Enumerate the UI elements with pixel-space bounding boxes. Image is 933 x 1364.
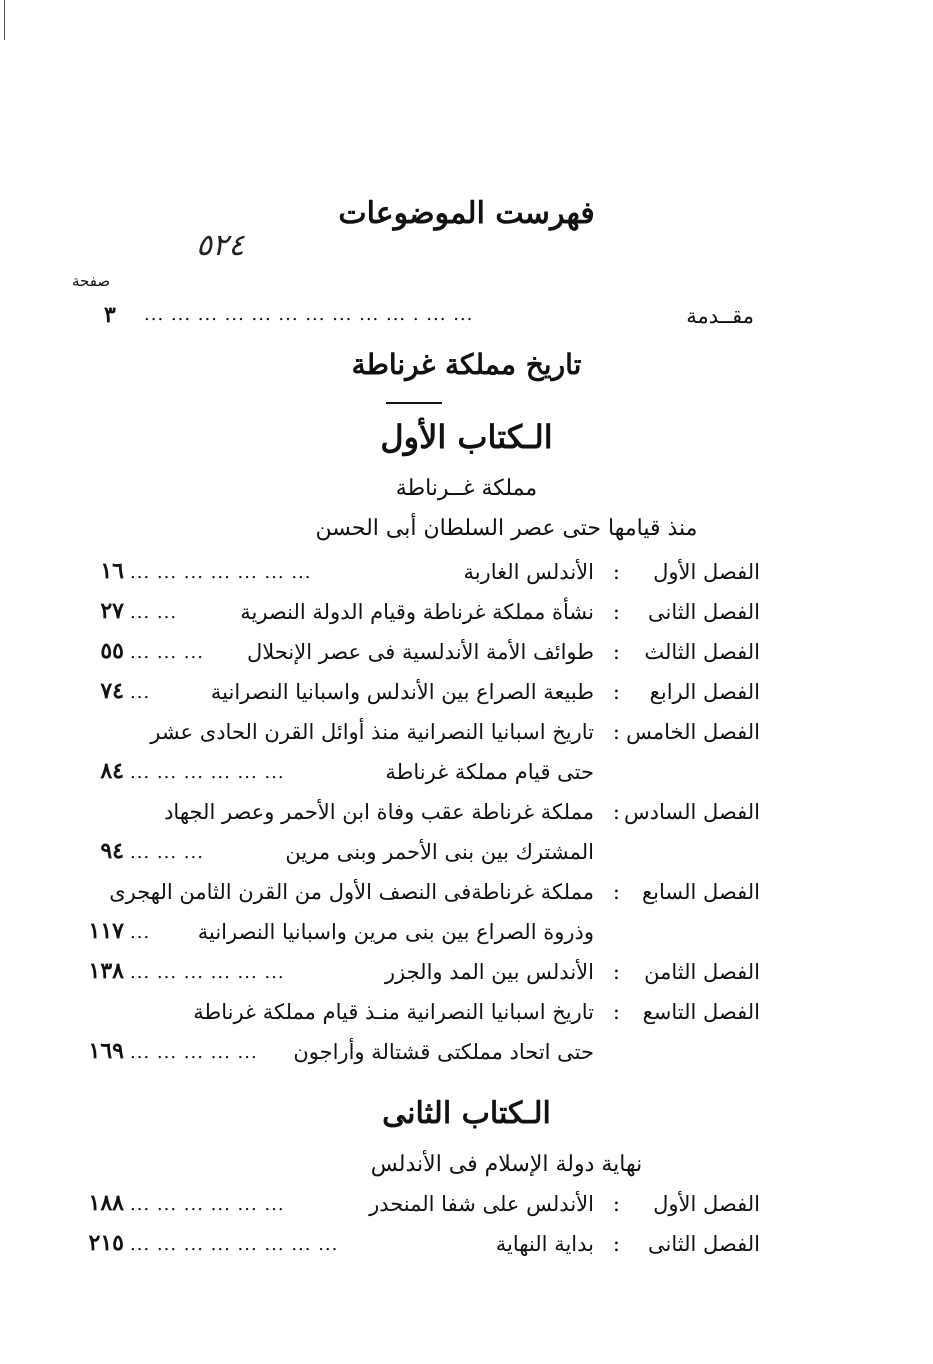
toc-row (60, 636, 760, 676)
chapter-title: بداية النهاية (495, 1232, 594, 1256)
chapter-title: حتى قيام مملكة غرناطة (385, 760, 594, 784)
chapter-title: وذروة الصراع بين بنى مرين واسبانيا النصرانية (197, 920, 594, 944)
chapter-label: الفصل الثالث (644, 640, 760, 664)
chapter-title: الأندلس الغاربة (463, 560, 594, 584)
toc-row (60, 756, 760, 796)
chapter-label: الفصل الأول (653, 560, 760, 584)
chapter-label: الفصل الثانى (648, 600, 760, 624)
page-number: ٧٤ (100, 678, 124, 704)
intro-label: مقــدمة (686, 304, 754, 328)
toc-row (60, 916, 760, 956)
chapter-label: الفصل السابع (641, 880, 760, 904)
toc-row (60, 956, 760, 996)
chapter-title: طوائف الأمة الأندلسية فى عصر الإنحلال (247, 640, 594, 664)
toc-row (60, 716, 760, 756)
page-number: ٩٤ (100, 838, 124, 864)
separator: : (612, 680, 620, 704)
book1-subtitle2: منذ قيامها حتى عصر السلطان أبى الحسن (315, 516, 698, 541)
toc-row (60, 996, 760, 1036)
leader-dots: ... (130, 682, 151, 703)
separator: : (612, 640, 620, 664)
separator: : (612, 560, 620, 584)
leader-dots: ... ... ... ... ... ... (130, 762, 285, 783)
page-number: ١٦ (100, 558, 124, 584)
scan-edge-line (4, 0, 5, 40)
chapter-label: الفصل الثامن (644, 960, 760, 984)
page-number: ٨٤ (100, 758, 124, 784)
book2-subtitle: نهاية دولة الإسلام فى الأندلس (370, 1152, 643, 1177)
chapter-title: حتى اتحاد مملكتى قشتالة وأراجون (293, 1040, 594, 1064)
chapter-title: نشأة مملكة غرناطة وقيام الدولة النصرية (240, 600, 594, 624)
leader-dots: ... ... ... (130, 842, 204, 863)
chapter-label: الفصل التاسع (642, 1000, 760, 1024)
toc-row (60, 596, 760, 636)
leader-dots: ... ... ... ... ... ... ... (130, 562, 312, 583)
page-number: ١٣٨ (88, 958, 124, 984)
chapter-title: الأندلس بين المد والجزر (384, 960, 594, 984)
separator: : (612, 1192, 620, 1216)
book2-title: الـكتاب الثانى (382, 1096, 551, 1131)
leader-dots: ... ... ... ... ... ... ... ... (130, 1234, 339, 1255)
chapter-label: الفصل الأول (653, 1192, 760, 1216)
chapter-title: تاريخ اسبانيا النصرانية منذ أوائل القرن الحادى عشر (150, 720, 594, 744)
page-number: ١١٧ (88, 918, 124, 944)
chapter-title: تاريخ اسبانيا النصرانية منـذ قيام مملكة غرناطة (193, 1000, 594, 1024)
separator: : (612, 1000, 620, 1024)
part-title: تاريخ مملكة غرناطة (351, 348, 582, 381)
chapter-label: الفصل السادس (624, 800, 760, 824)
chapter-title: طبيعة الصراع بين الأندلس واسبانيا النصرانية (210, 680, 594, 704)
intro-dots: ... ... ... ... ... ... ... ... ... ... . ... ... (144, 304, 474, 325)
page-number: ٥٥ (100, 638, 124, 664)
leader-dots: ... (130, 922, 151, 943)
toc-row (60, 676, 760, 716)
separator: : (612, 880, 620, 904)
toc-row (60, 876, 760, 916)
toc-row (60, 836, 760, 876)
intro-page: ٣ (104, 302, 116, 328)
handwritten-number: ٥٢٤ (196, 228, 245, 263)
chapter-title: مملكة غرناطة عقب وفاة ابن الأحمر وعصر الجهاد (164, 800, 594, 824)
chapter-title: الأندلس على شفا المنحدر (369, 1192, 594, 1216)
leader-dots: ... ... ... ... ... ... (130, 962, 285, 983)
title-rule (386, 402, 442, 404)
chapter-title: مملكة غرناطةفى النصف الأول من القرن الثامن الهجرى (109, 880, 594, 904)
toc-row (60, 556, 760, 596)
chapter-title: المشترك بين بنى الأحمر وبنى مرين (285, 840, 594, 864)
intro-entry (84, 302, 754, 336)
chapter-label: الفصل الرابع (649, 680, 760, 704)
separator: : (612, 960, 620, 984)
separator: : (612, 600, 620, 624)
toc-row (60, 1188, 760, 1228)
separator: : (612, 800, 620, 824)
leader-dots: ... ... ... ... ... (130, 1042, 258, 1063)
leader-dots: ... ... ... (130, 642, 204, 663)
book1-toc (60, 556, 760, 1076)
separator: : (612, 1232, 620, 1256)
separator: : (612, 720, 620, 744)
book2-toc (60, 1188, 760, 1268)
page-number: ٢٧ (100, 598, 124, 624)
chapter-label: الفصل الثانى (648, 1232, 760, 1256)
book1-title: الـكتاب الأول (380, 418, 553, 456)
book1-subtitle: مملكة غــرناطة (395, 476, 538, 501)
page-number: ١٦٩ (88, 1038, 124, 1064)
page-title: فهرست الموضوعات (338, 196, 595, 231)
toc-row (60, 1036, 760, 1076)
toc-row (60, 1228, 760, 1268)
page-number: ٢١٥ (88, 1230, 124, 1256)
leader-dots: ... ... (130, 602, 178, 623)
page-number: ١٨٨ (88, 1190, 124, 1216)
toc-row (60, 796, 760, 836)
chapter-label: الفصل الخامس (626, 720, 760, 744)
page-column-label: صفحة (72, 272, 111, 290)
leader-dots: ... ... ... ... ... ... (130, 1194, 285, 1215)
